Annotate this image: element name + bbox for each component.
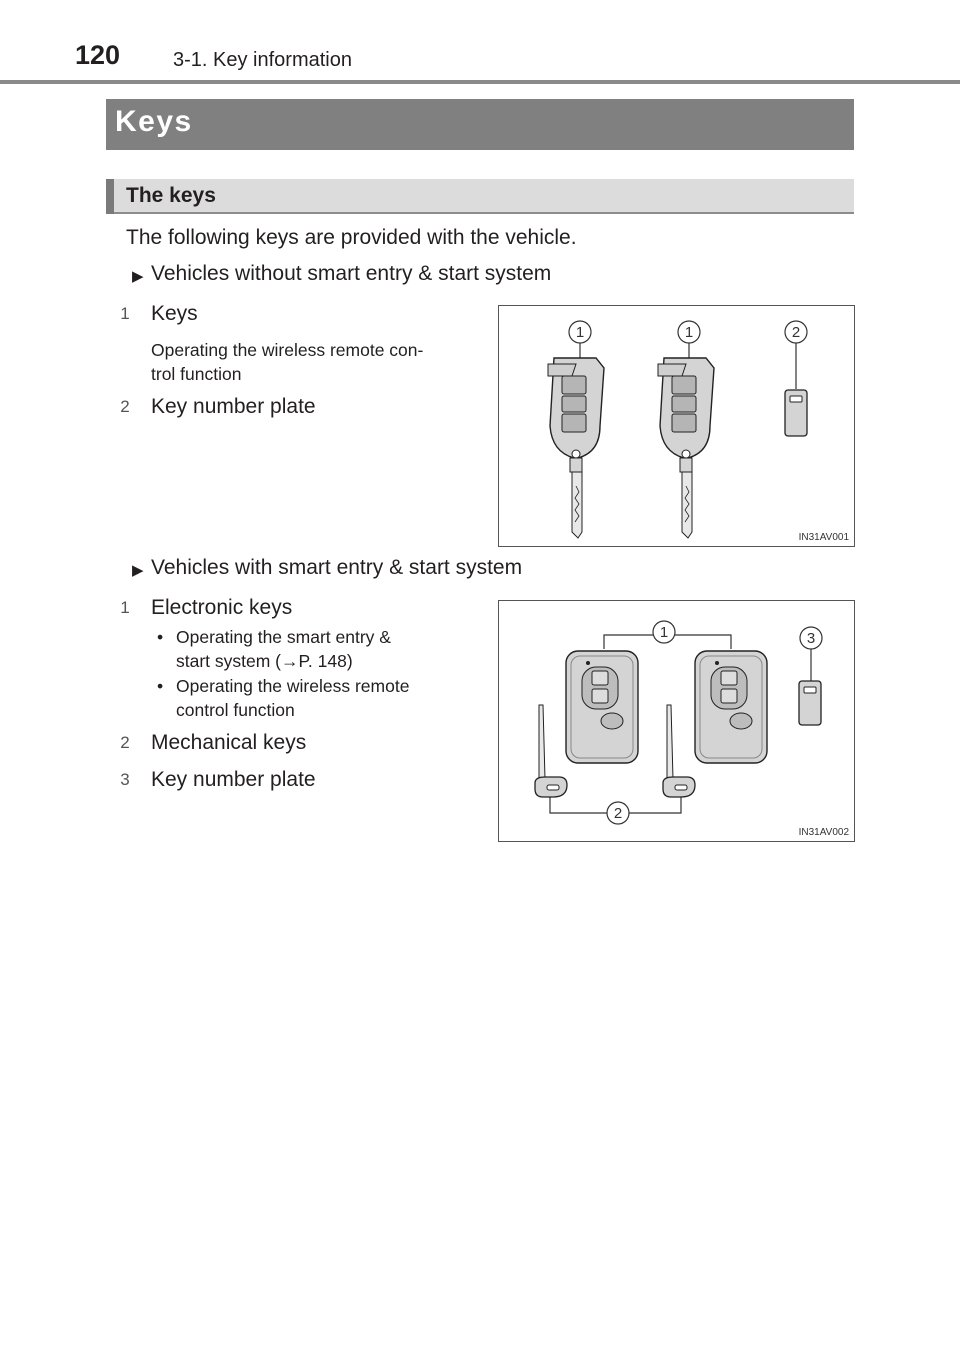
callout-label: 3 <box>806 630 816 647</box>
section-title: 3-1. Key information <box>173 49 352 71</box>
subsection-accent <box>106 179 114 214</box>
variant-heading-without-smart: Vehicles without smart entry & start system <box>151 262 552 285</box>
subsection-title: The keys <box>126 184 216 207</box>
key-illustration <box>499 306 854 546</box>
smart-key-fob-icon <box>566 651 638 763</box>
bullet-text: Operating the wireless remote <box>176 676 410 696</box>
callout-label: 1 <box>659 624 669 641</box>
item-desc-line: trol function <box>151 364 242 384</box>
key-number-plate-icon <box>799 681 821 725</box>
bullet-dot-icon: • <box>157 627 164 647</box>
bullet-text: Operating the smart entry & <box>176 627 391 647</box>
item-number: 1 <box>120 598 130 617</box>
triangle-right-icon: ▶ <box>132 562 144 579</box>
page-title: Keys <box>115 105 193 138</box>
remote-key-icon <box>548 358 604 538</box>
item-number: 2 <box>120 733 130 752</box>
title-bar <box>106 99 854 150</box>
header-divider <box>0 80 960 84</box>
item-number: 1 <box>120 304 130 323</box>
item-title-key-number-plate: Key number plate <box>151 768 316 791</box>
subsection-bar <box>106 179 854 214</box>
bullet-text: control function <box>176 700 295 720</box>
item-number: 2 <box>120 397 130 416</box>
intro-text: The following keys are provided with the vehicle. <box>126 226 577 249</box>
item-title-electronic-keys: Electronic keys <box>151 596 293 619</box>
item-desc-line: Operating the wireless remote con- <box>151 340 424 360</box>
variant-heading-with-smart: Vehicles with smart entry & start system <box>151 556 523 579</box>
triangle-right-icon: ▶ <box>132 268 144 285</box>
smart-key-fob-icon <box>695 651 767 763</box>
item-number: 3 <box>120 770 130 789</box>
item-title-keys: Keys <box>151 302 198 325</box>
figure-code: IN31AV002 <box>798 827 849 838</box>
bullet-dot-icon: • <box>157 676 164 696</box>
figure-keys-without-smart <box>498 305 855 547</box>
callout-label: 1 <box>575 324 585 341</box>
item-title-key-number-plate: Key number plate <box>151 395 316 418</box>
callout-label: 2 <box>613 805 623 822</box>
key-number-plate-icon <box>785 390 807 436</box>
item-title-mechanical-keys: Mechanical keys <box>151 731 307 754</box>
smart-key-illustration <box>499 601 854 841</box>
mechanical-key-icon <box>663 705 695 797</box>
figure-code: IN31AV001 <box>798 532 849 543</box>
figure-keys-with-smart <box>498 600 855 842</box>
bullet-text: start system (→P. 148) <box>176 651 353 671</box>
callout-label: 1 <box>684 324 694 341</box>
mechanical-key-icon <box>535 705 567 797</box>
remote-key-icon <box>658 358 714 538</box>
page-number: 120 <box>75 40 121 70</box>
callout-label: 2 <box>791 324 801 341</box>
